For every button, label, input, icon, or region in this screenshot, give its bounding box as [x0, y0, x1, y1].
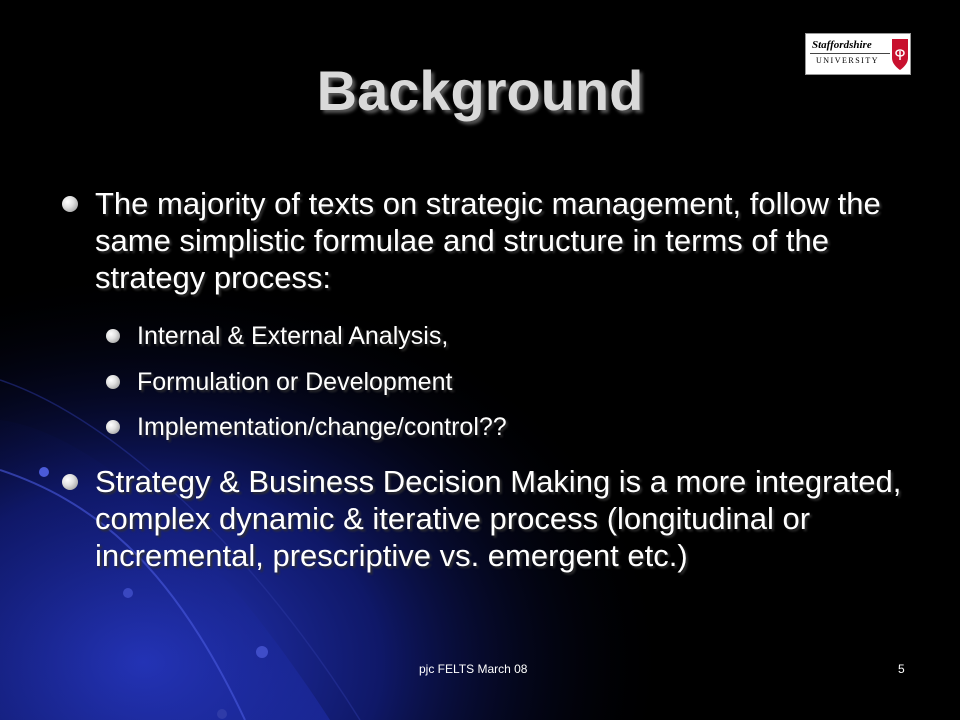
sub-bullet-text: Internal & External Analysis, [137, 322, 449, 350]
swoosh-dot [256, 646, 268, 658]
logo-subtitle: UNIVERSITY [816, 56, 879, 65]
bullet-text: The majority of texts on strategic management, follow the same simplistic formulae and structure in terms of the strategy process: [95, 186, 881, 295]
swoosh-dot [39, 467, 49, 477]
bullet-item [95, 463, 915, 574]
swoosh-dot [217, 709, 227, 719]
bullet-icon [62, 474, 78, 490]
sub-bullet-item [137, 367, 897, 397]
bullet-icon [62, 196, 78, 212]
logo-name: Staffordshire [812, 39, 872, 51]
sub-bullet-item [137, 412, 897, 442]
bullet-icon [106, 329, 120, 343]
footer-text: pjc FELTS March 08 [419, 662, 528, 676]
sub-bullet-text: Formulation or Development [137, 368, 453, 396]
page-number: 5 [898, 662, 905, 676]
bullet-icon [106, 375, 120, 389]
swoosh-dot [123, 588, 133, 598]
bullet-item [95, 185, 915, 296]
sub-bullet-item [137, 321, 897, 351]
sub-bullet-text: Implementation/change/control?? [137, 413, 507, 441]
bullet-icon [106, 420, 120, 434]
slide-title: Background [316, 59, 644, 122]
bullet-text: Strategy & Business Decision Making is a more integrated, complex dynamic & iterative process (longitudinal or incremental, prescriptive vs. emergent etc.) [95, 464, 902, 573]
logo-rule [810, 53, 890, 54]
